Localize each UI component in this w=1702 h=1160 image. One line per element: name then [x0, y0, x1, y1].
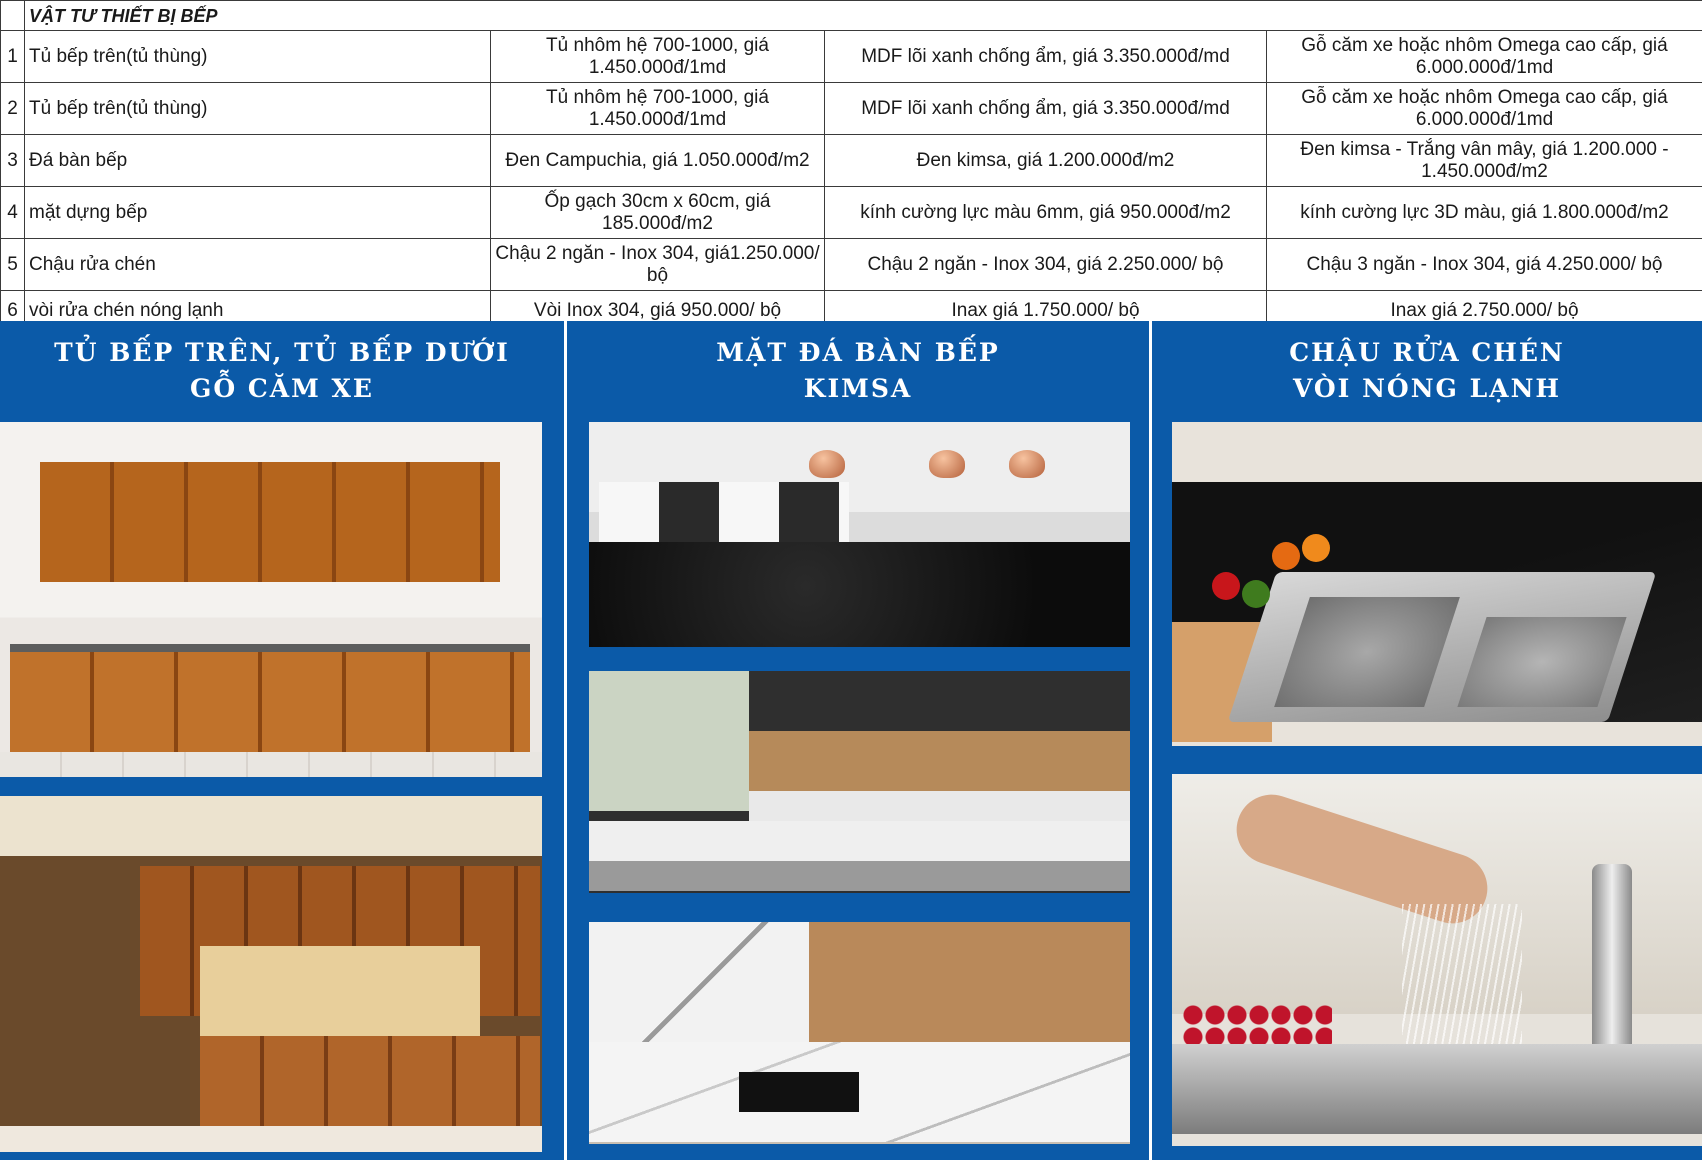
steel-sink-photo [1172, 422, 1702, 746]
section-title-line: KIMSA [803, 374, 913, 403]
table-row [1, 187, 1702, 239]
row-option-3: Gỗ căm xe hoặc nhôm Omega cao cấp, giá 6.000.000đ/1md [1267, 83, 1702, 135]
sink-rim [1172, 1044, 1702, 1134]
row-option-3: kính cường lực 3D màu, giá 1.800.000đ/m2 [1267, 187, 1702, 239]
water-stream [1402, 904, 1522, 1064]
row-option-2: MDF lõi xanh chống ẩm, giá 3.350.000đ/md [825, 31, 1267, 83]
row-number: 3 [1, 135, 25, 187]
row-number: 4 [1, 187, 25, 239]
upper-cabinets [40, 462, 500, 582]
marble-island [589, 1042, 1130, 1142]
row-option-2: MDF lõi xanh chống ẩm, giá 3.350.000đ/md [825, 83, 1267, 135]
row-option-2: kính cường lực màu 6mm, giá 950.000đ/m2 [825, 187, 1267, 239]
row-option-3: Chậu 3 ngăn - Inox 304, giá 4.250.000/ bộ [1267, 239, 1702, 291]
lower-cabinets [10, 652, 530, 752]
wood-panel [809, 922, 1130, 1062]
floor-tiles [0, 1126, 542, 1152]
row-item: Tủ bếp trên(tủ thùng) [25, 83, 491, 135]
black-stone-counter-photo [589, 422, 1130, 647]
pendant-lamp [809, 450, 845, 478]
wood-kitchen-photo [0, 422, 542, 777]
window [589, 671, 749, 811]
row-number: 1 [1, 31, 25, 83]
orange-fruit [1272, 542, 1300, 570]
row-option-3: Đen kimsa - Trắng vân mây, giá 1.200.000 - 1.450.000đ/m2 [1267, 135, 1702, 187]
row-option-1: Vòi Inox 304, giá 950.000/ bộ [491, 291, 825, 331]
row-item: mặt dựng bếp [25, 187, 491, 239]
ceiling [0, 796, 542, 856]
section-title-cabinets [0, 335, 564, 407]
sink-bowl [1457, 617, 1626, 707]
wood-kitchen-photo [0, 796, 542, 1152]
table-title: VẬT TƯ THIẾT BỊ BẾP [25, 1, 1702, 31]
column-divider [564, 321, 567, 1160]
row-option-3: Inax giá 2.750.000/ bộ [1267, 291, 1702, 331]
section-title-sink [1152, 335, 1702, 407]
island-base [589, 861, 1130, 891]
island-top [589, 821, 1130, 861]
row-option-1: Tủ nhôm hệ 700-1000, giá 1.450.000đ/1md [491, 31, 825, 83]
row-option-2: Đen kimsa, giá 1.200.000đ/m2 [825, 135, 1267, 187]
row-option-1: Đen Campuchia, giá 1.050.000đ/m2 [491, 135, 825, 187]
table-row [1, 31, 1702, 83]
induction-hob [739, 1072, 859, 1112]
showcase-panel [0, 321, 1702, 1160]
row-option-1: Tủ nhôm hệ 700-1000, giá 1.450.000đ/1md [491, 83, 825, 135]
section-title-line: GỖ CĂM XE [190, 374, 374, 403]
table-row [1, 239, 1702, 291]
section-title-line: CHẬU RỬA CHÉN [1289, 338, 1565, 367]
pendant-lamp [929, 450, 965, 478]
marble-counter-photo [589, 922, 1130, 1144]
row-item: vòi rửa chén nóng lạnh [25, 291, 491, 331]
row-number: 5 [1, 239, 25, 291]
orange-fruit [1302, 534, 1330, 562]
section-title-line: VÒI NÓNG LẠNH [1292, 374, 1562, 403]
green-pepper [1242, 580, 1270, 608]
wood-cabinet-strip [749, 731, 1130, 791]
row-option-2: Inax giá 1.750.000/ bộ [825, 291, 1267, 331]
section-title-line: TỦ BẾP TRÊN, TỦ BẾP DƯỚI [54, 338, 510, 367]
row-option-1: Ốp gạch 30cm x 60cm, giá 185.000đ/m2 [491, 187, 825, 239]
marble-wall [589, 922, 809, 1062]
column-divider [1149, 321, 1152, 1160]
row-option-3: Gỗ căm xe hoặc nhôm Omega cao cấp, giá 6.000.000đ/1md [1267, 31, 1702, 83]
row-item: Đá bàn bếp [25, 135, 491, 187]
faucet-photo [1172, 774, 1702, 1146]
black-granite-top [589, 542, 1130, 647]
section-title-countertop [567, 335, 1149, 407]
table-row [1, 83, 1702, 135]
row-item: Tủ bếp trên(tủ thùng) [25, 31, 491, 83]
white-stone-counter-photo [589, 671, 1130, 893]
row-option-1: Chậu 2 ngăn - Inox 304, giá1.250.000/ bộ [491, 239, 825, 291]
materials-table [0, 0, 1702, 331]
backsplash [200, 946, 480, 1036]
row-item: Chậu rửa chén [25, 239, 491, 291]
row-number: 6 [1, 291, 25, 331]
faucet [1592, 864, 1632, 1064]
red-pepper [1212, 572, 1240, 600]
pendant-lamp [1009, 450, 1045, 478]
row-number: 2 [1, 83, 25, 135]
header-blank-cell [1, 1, 25, 31]
table-header-row [1, 1, 1702, 31]
floor-tiles [0, 752, 542, 777]
row-option-2: Chậu 2 ngăn - Inox 304, giá 2.250.000/ bộ [825, 239, 1267, 291]
table-row [1, 135, 1702, 187]
section-title-line: MẶT ĐÁ BÀN BẾP [716, 338, 1000, 367]
